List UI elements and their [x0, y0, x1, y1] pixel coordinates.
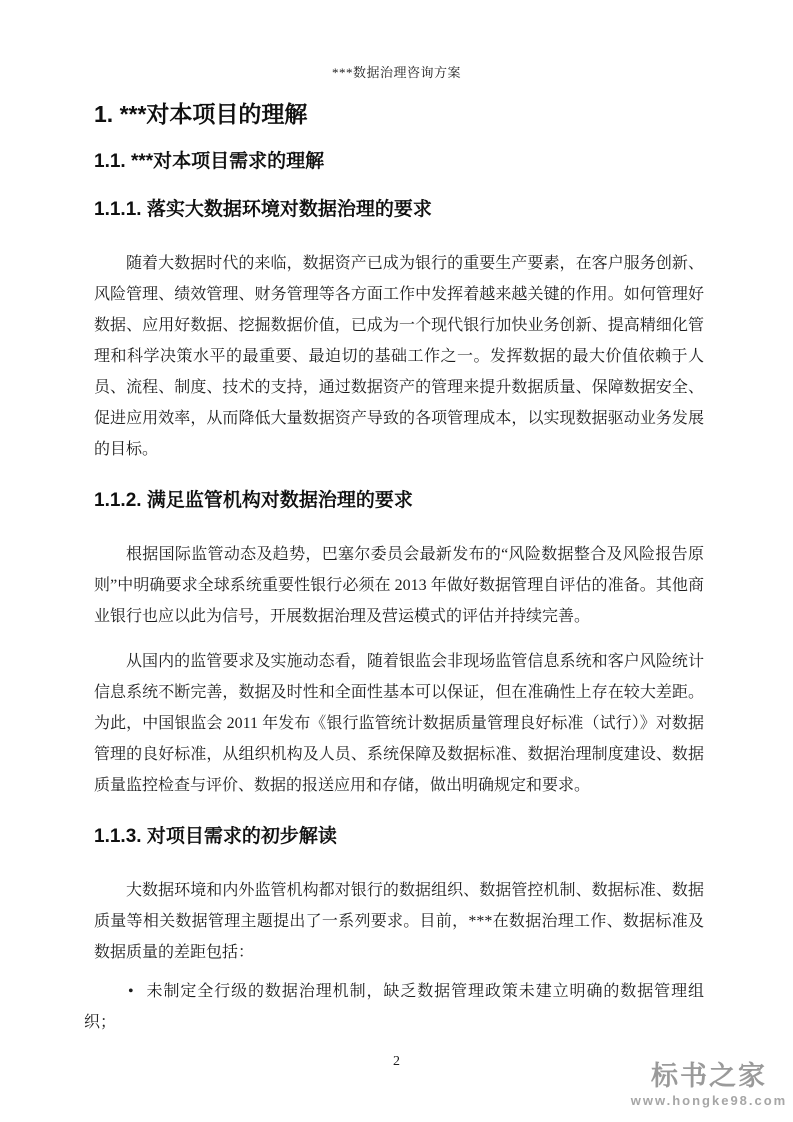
watermark-logo: 标书之家 [651, 1061, 767, 1091]
heading-section-1-1-2: 1.1.2. 满足监管机构对数据治理的要求 [94, 490, 413, 511]
watermark [628, 1060, 790, 1108]
page-header [0, 62, 793, 81]
heading-section-1-1-1: 1.1.1. 落实大数据环境对数据治理的要求 [94, 199, 432, 220]
paragraph: 随着大数据时代的来临，数据资产已成为银行的重要生产要素，在客户服务创新、风险管理、绩效管理、财务管理等各方面工作中发挥着越来越关键的作用。如何管理好数据、应用好数据、挖掘数据价值，已成为一个现代银行加快业务创新、提高精细化管理和科学决策水平的最重要、最迫切的基础工作之一。发挥数据的最大价值依赖于人员、流程、制度、技术的支持，通过数据资产的管理来提升数据质量、保障数据安全、促进应用效率，从而降低大量数据资产导致的各项管理成本，以实现数据驱动业务发展的目标。 [94, 255, 704, 458]
paragraph: 从国内的监管要求及实施动态看，随着银监会非现场监管信息系统和客户风险统计信息系统不断完善，数据及时性和全面性基本可以保证，但在准确性上存在较大差距。为此，中国银监会 2011 年发布《银行监管统计数据质量管理良好标准（试行）》对数据管理的良好标准，从组织机构及人员、系统保障及数据标准、数据治理制度建设、数据质量监控检查与评价、数据的报送应用和存储，做出明确规定和要求。 [94, 653, 704, 794]
heading-level-2: 1.1. ***对本项目需求的理解 [94, 151, 325, 172]
document-body [84, 100, 704, 1038]
page-number: 2 [393, 1054, 400, 1069]
header-title: ***数据治理咨询方案 [331, 65, 461, 80]
section-1-1-1 [94, 198, 704, 465]
section-1-1-3 [84, 825, 704, 1038]
bullet-marker: • [128, 983, 134, 1000]
paragraph: 大数据环境和内外监管机构都对银行的数据组织、数据管控机制、数据标准、数据质量等相关数据管理主题提出了一系列要求。目前，***在数据治理工作、数据标准及数据质量的差距包括： [94, 882, 704, 961]
watermark-url: www.hongke98.com [630, 1093, 788, 1108]
heading-section-1-1-3: 1.1.3. 对项目需求的初步解读 [94, 826, 337, 847]
bullet-text: 未制定全行级的数据治理机制，缺乏数据管理政策未建立明确的数据管理组织； [84, 983, 704, 1031]
section-1-1-2 [94, 489, 704, 801]
heading-level-1: 1. ***对本项目的理解 [94, 101, 308, 127]
paragraph: 根据国际监管动态及趋势，巴塞尔委员会最新发布的“风险数据整合及风险报告原则”中明确要求全球系统重要性银行必须在 2013 年做好数据管理自评估的准备。其他商业银行也应以此为信号，开展数据治理及营运模式的评估并持续完善。 [94, 546, 704, 625]
bullet-item [84, 976, 704, 1038]
